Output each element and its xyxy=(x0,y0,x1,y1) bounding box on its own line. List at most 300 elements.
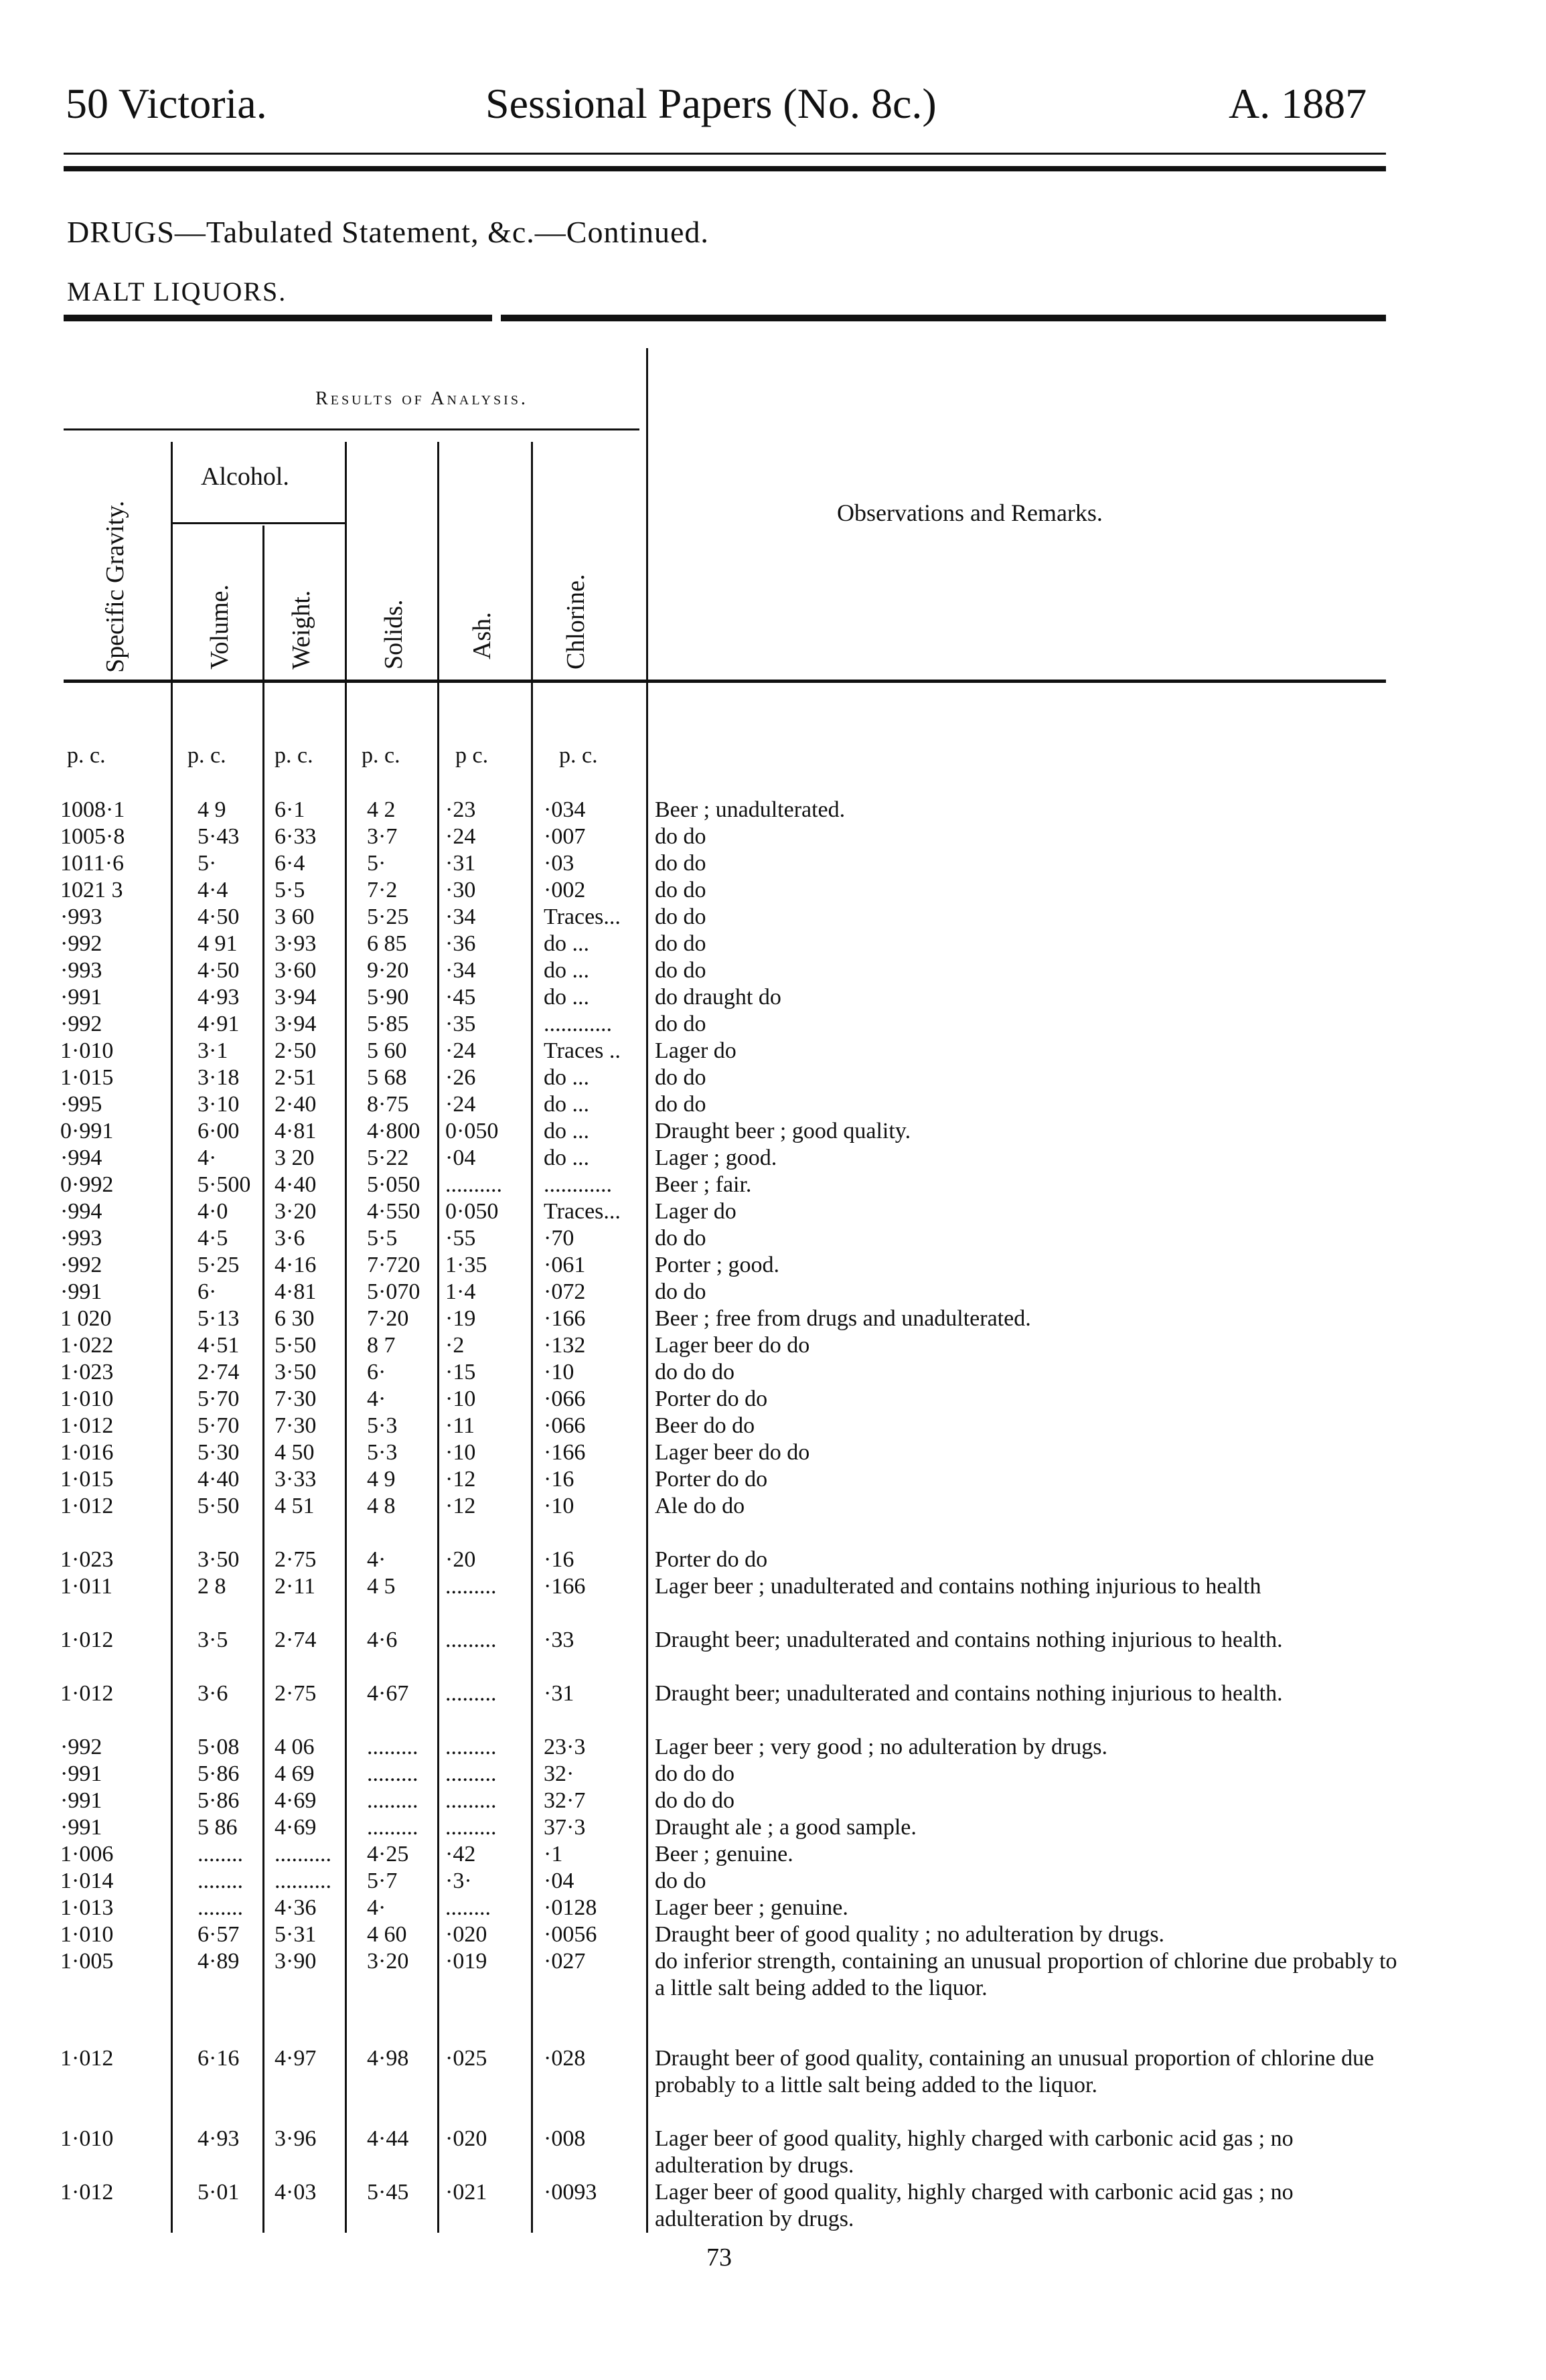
table-row xyxy=(0,1413,1546,1439)
cell-weight: 4 06 xyxy=(275,1735,315,1759)
cell-volume: 6·00 xyxy=(198,1119,240,1143)
cell-solids: ......... xyxy=(367,1815,418,1840)
cell-weight: 5·5 xyxy=(275,878,305,902)
cell-volume: 5·08 xyxy=(198,1735,240,1759)
cell-remarks: Lager beer do do xyxy=(655,1333,810,1358)
cell-weight: 3·6 xyxy=(275,1226,305,1251)
cell-ash: ·11 xyxy=(445,1413,475,1438)
cell-volume: 4 91 xyxy=(198,931,238,956)
cell-specific-gravity: ·992 xyxy=(60,931,102,956)
cell-weight: 6·4 xyxy=(275,851,305,876)
table-row xyxy=(0,1546,1546,1573)
cell-chlorine: do ... xyxy=(544,958,589,983)
cell-weight: 2·75 xyxy=(275,1547,317,1572)
cell-ash: ·04 xyxy=(445,1145,476,1170)
cell-weight: 3 60 xyxy=(275,904,315,929)
cell-weight: 4·16 xyxy=(275,1253,317,1277)
cell-solids: 4·67 xyxy=(367,1681,409,1706)
cell-remarks: Beer ; unadulterated. xyxy=(655,797,846,822)
cell-volume: 4·51 xyxy=(198,1333,240,1358)
cell-remarks: do do xyxy=(655,1065,706,1090)
cell-volume: ........ xyxy=(198,1842,243,1867)
cell-solids: 7·720 xyxy=(367,1253,420,1277)
cell-solids: ......... xyxy=(367,1761,418,1786)
cell-specific-gravity: 1·016 xyxy=(60,1440,114,1465)
cell-remarks: Draught beer; unadulterated and contains nothing injurious to health. xyxy=(655,1628,1283,1652)
table-row xyxy=(0,1252,1546,1279)
cell-solids: 3·20 xyxy=(367,1949,409,1974)
cell-chlorine: ·072 xyxy=(544,1279,586,1304)
cell-chlorine: ·0056 xyxy=(544,1922,597,1947)
cell-solids: 4·25 xyxy=(367,1842,409,1867)
cell-specific-gravity: 1·022 xyxy=(60,1333,114,1358)
table-row xyxy=(0,1386,1546,1413)
cell-remarks: Lager beer ; genuine. xyxy=(655,1895,848,1920)
cell-chlorine: 32·7 xyxy=(544,1788,586,1813)
cell-ash: .......... xyxy=(445,1172,502,1197)
cell-remarks: do do xyxy=(655,1012,706,1036)
cell-weight: 4·97 xyxy=(275,2046,317,2071)
section-title: DRUGS—Tabulated Statement, &c.—Continued. xyxy=(67,215,709,249)
cell-weight: 3·96 xyxy=(275,2126,317,2151)
cell-remarks: Lager ; good. xyxy=(655,1145,777,1170)
cell-remarks: do draught do xyxy=(655,985,781,1010)
cell-chlorine: do ... xyxy=(544,1145,589,1170)
cell-specific-gravity: ·992 xyxy=(60,1735,102,1759)
cell-specific-gravity: 1·023 xyxy=(60,1547,114,1572)
cell-specific-gravity: ·992 xyxy=(60,1012,102,1036)
cell-remarks: do do xyxy=(655,1092,706,1117)
cell-ash: ·45 xyxy=(445,985,476,1010)
table-row xyxy=(0,1225,1546,1252)
cell-volume: 5·43 xyxy=(198,824,240,849)
cell-chlorine: ·10 xyxy=(544,1494,574,1518)
cell-weight: 6 30 xyxy=(275,1306,315,1331)
cell-remarks: Ale do do xyxy=(655,1494,745,1518)
col-ash: Ash. xyxy=(468,612,496,659)
table-row xyxy=(0,904,1546,931)
cell-ash: ........ xyxy=(445,1895,491,1920)
cell-specific-gravity: 1·006 xyxy=(60,1842,114,1867)
cell-weight: 3·33 xyxy=(275,1467,317,1492)
cell-specific-gravity: 1 020 xyxy=(60,1306,112,1331)
cell-solids: 6 85 xyxy=(367,931,407,956)
cell-remarks: Beer ; genuine. xyxy=(655,1842,793,1867)
cell-weight: 4·03 xyxy=(275,2180,317,2205)
table-row xyxy=(0,1332,1546,1359)
cell-specific-gravity: 1·010 xyxy=(60,1038,114,1063)
cell-volume: 3·50 xyxy=(198,1547,240,1572)
cell-volume: ........ xyxy=(198,1869,243,1893)
cell-specific-gravity: ·992 xyxy=(60,1253,102,1277)
table-row xyxy=(0,1145,1546,1172)
cell-volume: 4·93 xyxy=(198,2126,240,2151)
cell-solids: ......... xyxy=(367,1788,418,1813)
cell-solids: 5·85 xyxy=(367,1012,409,1036)
cell-chlorine: Traces .. xyxy=(544,1038,621,1063)
unit-weight: p. c. xyxy=(275,743,313,768)
table-row xyxy=(0,1627,1546,1654)
cell-ash: ·2 xyxy=(445,1333,465,1358)
cell-solids: 3·7 xyxy=(367,824,398,849)
table-row xyxy=(0,1573,1546,1600)
cell-volume: 4· xyxy=(198,1145,217,1170)
cell-ash: ·36 xyxy=(445,931,476,956)
cell-solids: 5·22 xyxy=(367,1145,409,1170)
cell-remarks: Draught beer; unadulterated and contains nothing injurious to health. xyxy=(655,1681,1283,1706)
table-row xyxy=(0,1680,1546,1707)
cell-chlorine: ·002 xyxy=(544,878,586,902)
cell-ash: ·34 xyxy=(445,904,476,929)
cell-ash: ......... xyxy=(445,1628,497,1652)
cell-chlorine: ·03 xyxy=(544,851,574,876)
cell-chlorine: ·132 xyxy=(544,1333,586,1358)
cell-weight: 4·81 xyxy=(275,1119,317,1143)
cell-solids: 5· xyxy=(367,851,386,876)
cell-volume: 6·57 xyxy=(198,1922,240,1947)
cell-remarks: Beer ; free from drugs and unadulterated. xyxy=(655,1306,1031,1331)
cell-solids: 5·5 xyxy=(367,1226,398,1251)
cell-weight: 4 50 xyxy=(275,1440,315,1465)
cell-remarks: Porter do do xyxy=(655,1386,768,1411)
cell-remarks: do do xyxy=(655,931,706,956)
cell-chlorine: ·04 xyxy=(544,1869,574,1893)
cell-volume: 5·86 xyxy=(198,1788,240,1813)
cell-weight: 5·50 xyxy=(275,1333,317,1358)
table-row xyxy=(0,2179,1546,2231)
cell-volume: 6· xyxy=(198,1279,217,1304)
cell-remarks: do do do xyxy=(655,1761,735,1786)
cell-chlorine: ·33 xyxy=(544,1628,574,1652)
cell-specific-gravity: 1·012 xyxy=(60,1413,114,1438)
table-row xyxy=(0,850,1546,877)
cell-solids: 4· xyxy=(367,1547,386,1572)
cell-specific-gravity: 1·012 xyxy=(60,1494,114,1518)
cell-volume: 5·25 xyxy=(198,1253,240,1277)
cell-remarks: Porter do do xyxy=(655,1547,768,1572)
cell-ash: ·020 xyxy=(445,1922,487,1947)
table-row xyxy=(0,1118,1546,1145)
cell-ash: ·34 xyxy=(445,958,476,983)
table-row xyxy=(0,1948,1546,2000)
cell-volume: 5·500 xyxy=(198,1172,251,1197)
cell-ash: ·55 xyxy=(445,1226,476,1251)
cell-solids: 4 8 xyxy=(367,1494,396,1518)
cell-weight: 2·40 xyxy=(275,1092,317,1117)
cell-specific-gravity: ·993 xyxy=(60,1226,102,1251)
cell-remarks: Lager beer ; very good ; no adulteration by drugs. xyxy=(655,1735,1108,1759)
cell-ash: ·42 xyxy=(445,1842,476,1867)
cell-chlorine: ·028 xyxy=(544,2046,586,2071)
cell-chlorine: ............ xyxy=(544,1172,612,1197)
cell-remarks: Draught beer ; good quality. xyxy=(655,1119,911,1143)
cell-ash: ·19 xyxy=(445,1306,476,1331)
cell-remarks: Lager beer of good quality, highly charged with carbonic acid gas ; no adulteration by drugs. xyxy=(655,2180,1294,2231)
cell-solids: ......... xyxy=(367,1735,418,1759)
cell-solids: 7·20 xyxy=(367,1306,409,1331)
cell-solids: 4· xyxy=(367,1386,386,1411)
cell-weight: 5·31 xyxy=(275,1922,317,1947)
cell-chlorine: 23·3 xyxy=(544,1735,586,1759)
table-row xyxy=(0,1761,1546,1788)
table-row xyxy=(0,1359,1546,1386)
cell-specific-gravity: ·995 xyxy=(60,1092,102,1117)
cell-solids: 8·75 xyxy=(367,1092,409,1117)
cell-solids: 5·3 xyxy=(367,1440,398,1465)
cell-weight: 3·50 xyxy=(275,1360,317,1384)
alcohol-rule xyxy=(171,522,345,524)
cell-remarks: Lager beer of good quality, highly charged with carbonic acid gas ; no adulteration by drugs. xyxy=(655,2126,1294,2178)
cell-chlorine: ·061 xyxy=(544,1253,586,1277)
table-row xyxy=(0,1734,1546,1761)
cell-ash: ·021 xyxy=(445,2180,487,2205)
cell-solids: 4·550 xyxy=(367,1199,420,1224)
cell-remarks: Lager do xyxy=(655,1199,737,1224)
cell-specific-gravity: 1·023 xyxy=(60,1360,114,1384)
cell-volume: 6·16 xyxy=(198,2046,240,2071)
cell-weight: 3·90 xyxy=(275,1949,317,1974)
cell-chlorine: ·027 xyxy=(544,1949,586,1974)
cell-ash: ......... xyxy=(445,1574,497,1599)
cell-specific-gravity: ·991 xyxy=(60,1788,102,1813)
cell-remarks: Lager beer ; unadulterated and contains nothing injurious to health xyxy=(655,1574,1261,1599)
col-volume: Volume. xyxy=(206,584,234,669)
cell-ash: ·23 xyxy=(445,797,476,822)
cell-specific-gravity: ·991 xyxy=(60,1279,102,1304)
page-number: 73 xyxy=(706,2243,732,2272)
cell-ash: ·020 xyxy=(445,2126,487,2151)
unit-specific-gravity: p. c. xyxy=(67,743,106,768)
cell-specific-gravity: 1·010 xyxy=(60,1386,114,1411)
cell-volume: 5·70 xyxy=(198,1413,240,1438)
cell-weight: 2·50 xyxy=(275,1038,317,1063)
table-row xyxy=(0,1064,1546,1091)
cell-specific-gravity: 1011·6 xyxy=(60,851,125,876)
cell-volume: 5 86 xyxy=(198,1815,238,1840)
header-left: 50 Victoria. xyxy=(66,80,267,127)
cell-ash: 0·050 xyxy=(445,1199,499,1224)
cell-chlorine: ·0093 xyxy=(544,2180,597,2205)
cell-weight: 4 51 xyxy=(275,1494,315,1518)
cell-specific-gravity: 1·012 xyxy=(60,2046,114,2071)
cell-chlorine: ·70 xyxy=(544,1226,574,1251)
cell-weight: 2·75 xyxy=(275,1681,317,1706)
cell-solids: 4 5 xyxy=(367,1574,396,1599)
col-specific-gravity: Specific Gravity. xyxy=(101,500,129,673)
cell-specific-gravity: 1·011 xyxy=(60,1574,113,1599)
cell-weight: 2·51 xyxy=(275,1065,317,1090)
table-row xyxy=(0,1011,1546,1038)
cell-remarks: Draught ale ; a good sample. xyxy=(655,1815,917,1840)
cell-ash: ·019 xyxy=(445,1949,487,1974)
cell-volume: 4 9 xyxy=(198,797,226,822)
cell-chlorine: ·007 xyxy=(544,824,586,849)
table-row xyxy=(0,1868,1546,1895)
cell-remarks: do do xyxy=(655,958,706,983)
results-heading-rule xyxy=(64,428,639,430)
cell-ash: ·15 xyxy=(445,1360,476,1384)
cell-remarks: Draught beer of good quality, containing an unusual proportion of chlorine due probably to a little salt being added to the liquor. xyxy=(655,2046,1375,2097)
cell-ash: ·20 xyxy=(445,1547,476,1572)
cell-specific-gravity: ·994 xyxy=(60,1199,102,1224)
cell-chlorine: ·166 xyxy=(544,1440,586,1465)
cell-volume: 4·40 xyxy=(198,1467,240,1492)
table-row xyxy=(0,2126,1546,2178)
cell-weight: 7·30 xyxy=(275,1386,317,1411)
cell-remarks: do do xyxy=(655,1279,706,1304)
cell-remarks: do do xyxy=(655,851,706,876)
cell-weight: 4·40 xyxy=(275,1172,317,1197)
cell-chlorine: ·1 xyxy=(544,1842,563,1867)
unit-ash: p c. xyxy=(455,743,489,768)
cell-volume: 3·5 xyxy=(198,1628,228,1652)
cell-weight: 3·94 xyxy=(275,1012,317,1036)
cell-ash: ......... xyxy=(445,1788,497,1813)
cell-volume: 4·89 xyxy=(198,1949,240,1974)
cell-weight: 3·94 xyxy=(275,985,317,1010)
table-row xyxy=(0,1466,1546,1493)
cell-specific-gravity: ·994 xyxy=(60,1145,102,1170)
table-top-rule-right xyxy=(501,315,1386,321)
cell-remarks: do do xyxy=(655,824,706,849)
table-row xyxy=(0,1814,1546,1841)
table-row xyxy=(0,1788,1546,1814)
header-rule-thin xyxy=(64,153,1386,155)
cell-solids: 9·20 xyxy=(367,958,409,983)
table-row xyxy=(0,931,1546,957)
cell-volume: 5·86 xyxy=(198,1761,240,1786)
cell-ash: ·12 xyxy=(445,1494,476,1518)
table-row xyxy=(0,1172,1546,1198)
table-row xyxy=(0,1305,1546,1332)
cell-ash: ·12 xyxy=(445,1467,476,1492)
col-solids: Solids. xyxy=(380,599,408,669)
cell-weight: 3·60 xyxy=(275,958,317,983)
cell-solids: 4·98 xyxy=(367,2046,409,2071)
cell-solids: 4·800 xyxy=(367,1119,420,1143)
cell-ash: ......... xyxy=(445,1735,497,1759)
cell-remarks: Beer do do xyxy=(655,1413,755,1438)
table-row xyxy=(0,1895,1546,1921)
cell-chlorine: Traces... xyxy=(544,1199,621,1224)
table-row xyxy=(0,1921,1546,1948)
cell-chlorine: ·16 xyxy=(544,1547,574,1572)
cell-ash: ·10 xyxy=(445,1440,476,1465)
cell-chlorine: ·166 xyxy=(544,1306,586,1331)
cell-specific-gravity: 1·010 xyxy=(60,1922,114,1947)
cell-ash: ......... xyxy=(445,1815,497,1840)
table-row xyxy=(0,957,1546,984)
section-subtitle: MALT LIQUORS. xyxy=(67,276,287,307)
cell-chlorine: ·008 xyxy=(544,2126,586,2151)
cell-weight: 6·33 xyxy=(275,824,317,849)
cell-volume: 5·13 xyxy=(198,1306,240,1331)
cell-specific-gravity: 1·012 xyxy=(60,1681,114,1706)
cell-chlorine: 32· xyxy=(544,1761,574,1786)
cell-solids: 5 68 xyxy=(367,1065,407,1090)
cell-specific-gravity: 1·014 xyxy=(60,1869,114,1893)
cell-volume: 2·74 xyxy=(198,1360,240,1384)
cell-specific-gravity: 1·013 xyxy=(60,1895,114,1920)
cell-chlorine: ·10 xyxy=(544,1360,574,1384)
cell-weight: 4 69 xyxy=(275,1761,315,1786)
cell-solids: 5·45 xyxy=(367,2180,409,2205)
cell-solids: 8 7 xyxy=(367,1333,396,1358)
cell-remarks: do do do xyxy=(655,1360,735,1384)
cell-volume: 5·30 xyxy=(198,1440,240,1465)
cell-weight: 4·69 xyxy=(275,1788,317,1813)
cell-weight: 2·74 xyxy=(275,1628,317,1652)
cell-ash: ·10 xyxy=(445,1386,476,1411)
cell-chlorine: ·066 xyxy=(544,1413,586,1438)
cell-specific-gravity: ·991 xyxy=(60,985,102,1010)
cell-specific-gravity: 0·992 xyxy=(60,1172,114,1197)
cell-weight: 3·20 xyxy=(275,1199,317,1224)
cell-remarks: Beer ; fair. xyxy=(655,1172,752,1197)
cell-ash: 0·050 xyxy=(445,1119,499,1143)
cell-ash: ·30 xyxy=(445,878,476,902)
table-row xyxy=(0,2045,1546,2097)
cell-specific-gravity: 1021 3 xyxy=(60,878,123,902)
cell-ash: ......... xyxy=(445,1681,497,1706)
cell-volume: 5· xyxy=(198,851,217,876)
unit-volume: p. c. xyxy=(187,743,226,768)
cell-volume: 3·6 xyxy=(198,1681,228,1706)
cell-weight: 7·30 xyxy=(275,1413,317,1438)
cell-chlorine: ·166 xyxy=(544,1574,586,1599)
cell-weight: 4·69 xyxy=(275,1815,317,1840)
cell-specific-gravity: ·993 xyxy=(60,904,102,929)
cell-solids: 5 60 xyxy=(367,1038,407,1063)
cell-solids: 5·25 xyxy=(367,904,409,929)
cell-weight: 2·11 xyxy=(275,1574,316,1599)
cell-specific-gravity: ·991 xyxy=(60,1815,102,1840)
cell-chlorine: ·034 xyxy=(544,797,586,822)
cell-remarks: do do do xyxy=(655,1788,735,1813)
cell-volume: 5·50 xyxy=(198,1494,240,1518)
col-chlorine: Chlorine. xyxy=(562,574,590,669)
cell-solids: 6· xyxy=(367,1360,386,1384)
cell-solids: 4 9 xyxy=(367,1467,396,1492)
cell-chlorine: ·16 xyxy=(544,1467,574,1492)
cell-chlorine: ·31 xyxy=(544,1681,574,1706)
cell-specific-gravity: 1·012 xyxy=(60,1628,114,1652)
cell-solids: 4· xyxy=(367,1895,386,1920)
cell-solids: 5·3 xyxy=(367,1413,398,1438)
table-row xyxy=(0,984,1546,1011)
cell-ash: 1·35 xyxy=(445,1253,487,1277)
cell-solids: 5·050 xyxy=(367,1172,420,1197)
cell-remarks: Lager do xyxy=(655,1038,737,1063)
cell-volume: 4·91 xyxy=(198,1012,240,1036)
cell-volume: 4·5 xyxy=(198,1226,228,1251)
cell-volume: 4·4 xyxy=(198,878,228,902)
table-row xyxy=(0,797,1546,823)
cell-solids: 7·2 xyxy=(367,878,398,902)
cell-remarks: do do xyxy=(655,1226,706,1251)
cell-ash: ·24 xyxy=(445,824,476,849)
cell-volume: 4·50 xyxy=(198,958,240,983)
table-row xyxy=(0,823,1546,850)
cell-ash: ·24 xyxy=(445,1092,476,1117)
cell-remarks: do do xyxy=(655,878,706,902)
cell-remarks: do do xyxy=(655,904,706,929)
cell-specific-gravity: 1008·1 xyxy=(60,797,125,822)
cell-weight: 4·36 xyxy=(275,1895,317,1920)
table-row xyxy=(0,1439,1546,1466)
table-row xyxy=(0,1038,1546,1064)
cell-chlorine: ·0128 xyxy=(544,1895,597,1920)
